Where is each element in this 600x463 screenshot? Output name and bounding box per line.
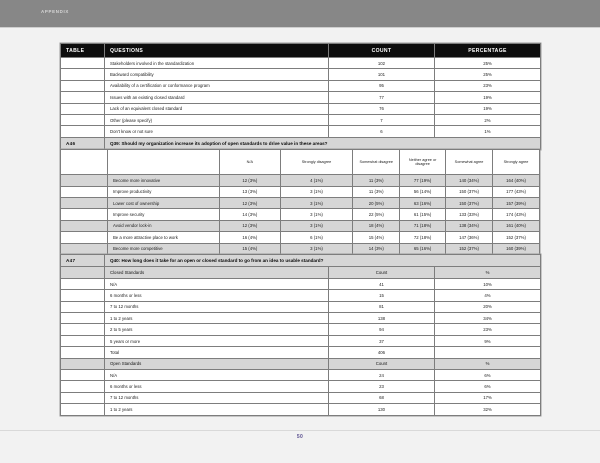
matrix-cell: 14 (3%) [353, 243, 400, 254]
row-count: 76 [329, 103, 435, 114]
matrix-cell: 71 (18%) [400, 220, 446, 231]
row-code-cell [61, 126, 105, 137]
row-label: Lower cost of ownership [107, 198, 219, 209]
matrix-cell: 22 (5%) [353, 209, 400, 220]
row-percentage: 6% [435, 381, 541, 392]
table-row [61, 335, 541, 346]
subsection-title: Closed Standards [105, 267, 329, 278]
row-percentage: 1% [435, 126, 541, 137]
matrix-cell: 4 (1%) [280, 175, 353, 186]
table-row [61, 126, 541, 137]
row-code-cell [61, 114, 105, 125]
matrix-cell: 11 (3%) [353, 175, 400, 186]
row-count: 138 [329, 313, 435, 324]
row-percentage: 2% [435, 114, 541, 125]
matrix-cell: 61 (15%) [400, 209, 446, 220]
matrix-cell: 11 (3%) [353, 186, 400, 197]
matrix-cell: 14 (3%) [219, 209, 280, 220]
table-row [61, 243, 540, 254]
row-code-cell [61, 290, 105, 301]
row-label: 7 to 12 months [105, 392, 329, 403]
table-row [61, 381, 541, 392]
row-count: 24 [329, 369, 435, 380]
matrix-cell: 3 (1%) [280, 209, 353, 220]
row-count: 41 [329, 278, 435, 289]
row-count: 77 [329, 92, 435, 103]
row-code-cell [61, 103, 105, 114]
row-code-cell [61, 369, 105, 380]
matrix-cell: 140 (34%) [446, 175, 493, 186]
column-header-count: COUNT [329, 44, 435, 58]
matrix-code-spacer [61, 150, 108, 175]
row-percentage [435, 347, 541, 358]
matrix-cell: 174 (43%) [493, 209, 540, 220]
matrix-label-spacer [107, 150, 219, 175]
subsection-percent-header: % [435, 267, 541, 278]
table-row [61, 232, 540, 243]
table-row [61, 404, 541, 415]
matrix-cell: 20 (5%) [353, 198, 400, 209]
a46-matrix-header-row [61, 150, 540, 175]
row-label: Availability of a certification or conformance program [105, 80, 329, 91]
matrix-cell: 3 (1%) [280, 243, 353, 254]
row-code-cell [61, 324, 105, 335]
row-label: Total [105, 347, 329, 358]
row-label: Be a more attractive place to work [107, 232, 219, 243]
row-code-cell [61, 198, 108, 209]
matrix-cell: 18 (4%) [353, 220, 400, 231]
row-label: Become more innovative [107, 175, 219, 186]
matrix-col-neither: Neither agree or disagree [400, 150, 446, 175]
row-label: Lack of an equivalent closed standard [105, 103, 329, 114]
row-label: Don't know or not sure [105, 126, 329, 137]
matrix-cell: 77 (19%) [400, 175, 446, 186]
table-row [61, 80, 541, 91]
subsection-percent-header: % [435, 358, 541, 369]
row-code-cell [61, 69, 105, 80]
row-label: N/A [105, 369, 329, 380]
row-percentage: 9% [435, 335, 541, 346]
matrix-cell: 164 (40%) [493, 175, 540, 186]
row-count: 102 [329, 58, 435, 69]
row-label: 1 to 2 years [105, 404, 329, 415]
matrix-cell: 63 (16%) [400, 198, 446, 209]
row-code-cell [61, 80, 105, 91]
row-count: 406 [329, 347, 435, 358]
row-count: 15 [329, 290, 435, 301]
row-code-cell [61, 186, 108, 197]
row-count: 95 [329, 80, 435, 91]
section-question: Q39: Should my organization increase its adoption of open standards to drive value in these areas? [105, 137, 541, 149]
row-percentage: 19% [435, 103, 541, 114]
row-code-cell [61, 278, 105, 289]
row-code-cell [61, 243, 108, 254]
row-code-cell [61, 358, 105, 369]
row-code-cell [61, 92, 105, 103]
row-count: 7 [329, 114, 435, 125]
matrix-cell: 138 (34%) [446, 220, 493, 231]
a47-table [60, 254, 541, 415]
matrix-cell: 150 (37%) [446, 198, 493, 209]
row-label: 7 to 12 months [105, 301, 329, 312]
footer-divider [0, 430, 600, 431]
matrix-cell: 177 (43%) [493, 186, 540, 197]
row-code-cell [61, 313, 105, 324]
section-code: A46 [61, 137, 105, 149]
table-row [61, 369, 541, 380]
row-percentage: 20% [435, 301, 541, 312]
table-row [61, 69, 541, 80]
subsection-title: Open Standards [105, 358, 329, 369]
appendix-table [60, 43, 541, 150]
table-row [61, 92, 541, 103]
row-label: Avoid vendor lock-in [107, 220, 219, 231]
row-percentage: 25% [435, 69, 541, 80]
matrix-col-somewhat-agree: Somewhat agree [446, 150, 493, 175]
table-row [61, 103, 541, 114]
section-header-a47 [61, 255, 541, 267]
row-label: N/A [105, 278, 329, 289]
row-label: 6 months or less [105, 381, 329, 392]
table-row-total [61, 347, 541, 358]
row-code-cell [61, 232, 108, 243]
row-label: 5 years or more [105, 335, 329, 346]
subsection-count-header: Count [329, 358, 435, 369]
row-code-cell [61, 347, 105, 358]
matrix-cell: 13 (3%) [219, 186, 280, 197]
row-percentage: 10% [435, 278, 541, 289]
table-row [61, 313, 541, 324]
row-label: Improve productivity [107, 186, 219, 197]
matrix-cell: 12 (3%) [219, 175, 280, 186]
row-percentage: 6% [435, 369, 541, 380]
row-percentage: 17% [435, 392, 541, 403]
row-code-cell [61, 301, 105, 312]
section-header-a46 [61, 137, 541, 149]
row-count: 37 [329, 335, 435, 346]
matrix-cell: 152 (37%) [446, 243, 493, 254]
page-number: 50 [296, 434, 304, 440]
row-label: Other (please specify) [105, 114, 329, 125]
row-label: Become more competitive [107, 243, 219, 254]
row-code-cell [61, 392, 105, 403]
table-row [61, 392, 541, 403]
table-row [61, 209, 540, 220]
table-row [61, 220, 540, 231]
row-percentage: 25% [435, 58, 541, 69]
subsection-header-open-standards [61, 358, 541, 369]
row-code-cell [61, 404, 105, 415]
table-row [61, 198, 540, 209]
matrix-cell: 12 (3%) [219, 198, 280, 209]
matrix-cell: 3 (1%) [280, 220, 353, 231]
running-head: APPENDIX [41, 9, 70, 14]
table-row [61, 186, 540, 197]
matrix-cell: 161 (40%) [493, 220, 540, 231]
table-row [61, 175, 540, 186]
matrix-cell: 133 (33%) [446, 209, 493, 220]
row-count: 81 [329, 301, 435, 312]
table-row [61, 58, 541, 69]
matrix-cell: 150 (37%) [446, 186, 493, 197]
row-label: Improve security [107, 209, 219, 220]
row-count: 101 [329, 69, 435, 80]
section-code: A47 [61, 255, 105, 267]
row-percentage: 34% [435, 313, 541, 324]
matrix-col-strongly-disagree: Strongly disagree [280, 150, 353, 175]
row-label: 6 months or less [105, 290, 329, 301]
row-count: 23 [329, 381, 435, 392]
matrix-cell: 160 (39%) [493, 243, 540, 254]
appendix-table-container [60, 43, 540, 416]
row-count: 94 [329, 324, 435, 335]
matrix-cell: 72 (18%) [400, 232, 446, 243]
row-code-cell [61, 335, 105, 346]
matrix-cell: 65 (16%) [400, 243, 446, 254]
column-header-percentage: PERCENTAGE [435, 44, 541, 58]
row-percentage: 23% [435, 80, 541, 91]
table-row [61, 114, 541, 125]
row-code-cell [61, 381, 105, 392]
row-label: Backward compatibility [105, 69, 329, 80]
subsection-header-closed-standards [61, 267, 541, 278]
row-label: 1 to 2 years [105, 313, 329, 324]
subsection-count-header: Count [329, 267, 435, 278]
page-header-band [0, 0, 600, 28]
row-code-cell [61, 267, 105, 278]
matrix-cell: 15 (4%) [219, 243, 280, 254]
matrix-col-na: N/A [219, 150, 280, 175]
matrix-col-somewhat-disagree: Somewhat disagree [353, 150, 400, 175]
column-header-questions: QUESTIONS [105, 44, 329, 58]
matrix-cell: 147 (36%) [446, 232, 493, 243]
row-percentage: 23% [435, 324, 541, 335]
matrix-cell: 56 (14%) [400, 186, 446, 197]
row-count: 68 [329, 392, 435, 403]
row-label: Stakeholders involved in the standardization [105, 58, 329, 69]
row-code-cell [61, 220, 108, 231]
table-row [61, 278, 541, 289]
row-count: 6 [329, 126, 435, 137]
column-header-table: TABLE [61, 44, 105, 58]
table-row [61, 301, 541, 312]
row-count: 130 [329, 404, 435, 415]
row-percentage: 4% [435, 290, 541, 301]
table-row [61, 290, 541, 301]
matrix-cell: 6 (1%) [280, 232, 353, 243]
matrix-cell: 12 (3%) [219, 220, 280, 231]
row-percentage: 32% [435, 404, 541, 415]
a46-matrix-table [60, 149, 540, 255]
row-code-cell [61, 209, 108, 220]
matrix-cell: 152 (37%) [493, 232, 540, 243]
matrix-cell: 16 (4%) [219, 232, 280, 243]
row-label: Issues with an existing closed standard [105, 92, 329, 103]
matrix-cell: 3 (1%) [280, 186, 353, 197]
table-row [61, 324, 541, 335]
section-question: Q40: How long does it take for an open or closed standard to go from an idea to usable standard? [105, 255, 541, 267]
matrix-cell: 157 (39%) [493, 198, 540, 209]
matrix-col-strongly-agree: Strongly agree [493, 150, 540, 175]
table-header-row [61, 44, 541, 58]
matrix-cell: 3 (1%) [280, 198, 353, 209]
row-code-cell [61, 58, 105, 69]
row-label: 2 to 5 years [105, 324, 329, 335]
matrix-cell: 15 (4%) [353, 232, 400, 243]
row-percentage: 19% [435, 92, 541, 103]
row-code-cell [61, 175, 108, 186]
